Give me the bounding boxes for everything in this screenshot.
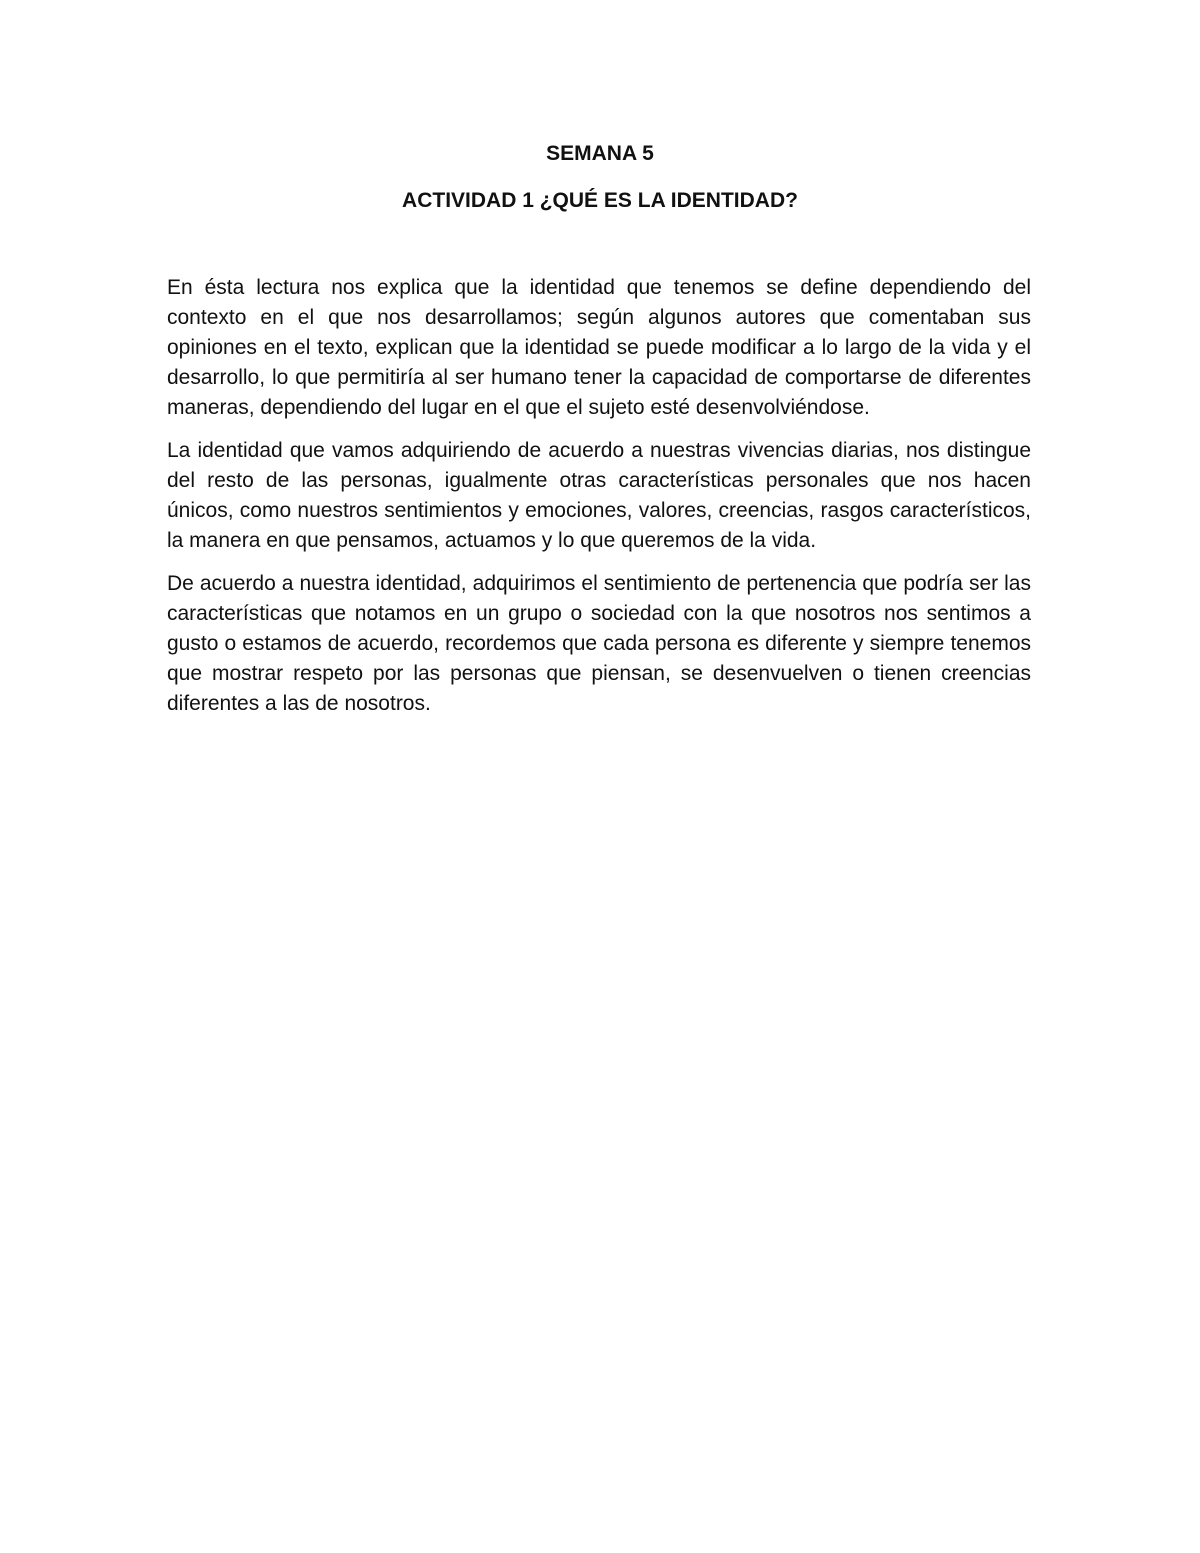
paragraph-3: De acuerdo a nuestra identidad, adquirimos el sentimiento de pertenencia que podría ser las características que notamos en un grupo o sociedad con la que nosotros nos sentimos a gusto o estamos de acuerdo, recordemos que cada persona es diferente y siempre tenemos que mostrar respeto por las personas que piensan, se desenvuelven o tienen creencias diferentes a las de nosotros. [167, 572, 1031, 715]
paragraph-1: En ésta lectura nos explica que la identidad que tenemos se define dependiendo del contexto en el que nos desarrollamos; según algunos autores que comentaban sus opiniones en el texto, explican que la identidad se puede modificar a lo largo de la vida y el desarrollo, lo que permitiría al ser humano tener la capacidad de comportarse de diferentes maneras, dependiendo del lugar en el que el sujeto esté desenvolviéndose. [167, 276, 1031, 419]
paragraph-2: La identidad que vamos adquiriendo de acuerdo a nuestras vivencias diarias, nos distingue del resto de las personas, igualmente otras características personales que nos hacen únicos, como nuestros sentimientos y emociones, valores, creencias, rasgos característicos, la manera en que pensamos, actuamos y lo que queremos de la vida. [167, 439, 1031, 552]
document-title: SEMANA 5 [546, 142, 654, 165]
document-body [167, 273, 1031, 732]
document-subtitle: ACTIVIDAD 1 ¿QUÉ ES LA IDENTIDAD? [402, 189, 798, 212]
